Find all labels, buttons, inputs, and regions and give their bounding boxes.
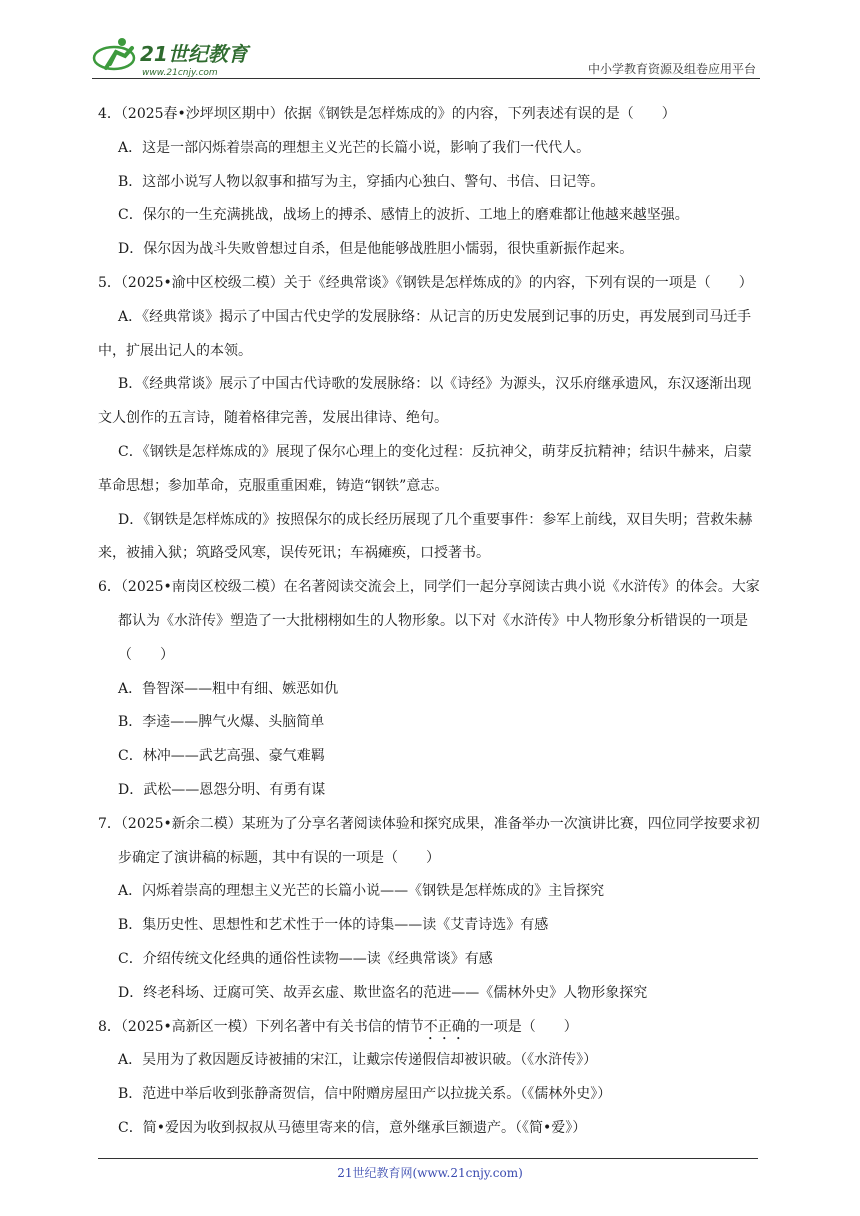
- header-divider: [92, 78, 760, 79]
- stem-after: 的一项是（ ）: [465, 1018, 578, 1035]
- question-8: [98, 1011, 762, 1146]
- option-a: A．吴用为了救因题反诗被捕的宋江，让戴宗传递假信却被识破。（《水浒传》）: [118, 1052, 598, 1069]
- option-a: A．鲁智深——粗中有细、嫉恶如仇: [118, 680, 339, 697]
- logo-url: www.21cnjy.com: [142, 68, 218, 78]
- footer-site[interactable]: 21世纪教育网(www.21cnjy.com): [337, 1166, 523, 1180]
- option-d: D．保尔因为战斗失败曾想过自杀，但是他能够战胜胆小懦弱，很快重新振作起来。: [118, 241, 634, 258]
- option-d: D．《钢铁是怎样炼成的》按照保尔的成长经历展现了几个重要事件：参军上前线，双目失明；营救朱赫来，被捕入狱；筑路受风寒，误传死讯；车祸瘫痪，口授著书。: [98, 511, 753, 562]
- question-7: [98, 808, 762, 1011]
- question-stem: 4．（2025春•沙坪坝区期中）依据《钢铁是怎样炼成的》的内容，下列表述有误的是（ ）: [98, 106, 676, 122]
- option-b: B．集历史性、思想性和艺术性于一体的诗集——读《艾青诗选》有感: [118, 917, 549, 934]
- question-6: [98, 571, 762, 808]
- option-b: B．李逵——脾气火爆、头脑简单: [118, 714, 325, 731]
- question-stem: [98, 1011, 762, 1045]
- option-b: B．范进中举后收到张静斋贺信，信中附赠房屋田产以拉拢关系。（《儒林外史》）: [118, 1086, 612, 1103]
- option-a: A．《经典常谈》揭示了中国古代史学的发展脉络：从记言的历史发展到记事的历史，再发展到司马迁手中，扩展出记人的本领。: [98, 308, 752, 359]
- option-a: A．闪烁着崇高的理想主义光芒的长篇小说——《钢铁是怎样炼成的》主旨探究: [118, 883, 605, 900]
- option-a: A．这是一部闪烁着崇高的理想主义光芒的长篇小说，影响了我们一代代人。: [118, 139, 591, 156]
- option-b: B．《经典常谈》展示了中国古代诗歌的发展脉络：以《诗经》为源头，汉乐府继承遗风，东汉逐渐出现文人创作的五言诗，随着格律完善，发展出律诗、绝句。: [98, 376, 752, 427]
- question-stem: 7．（2025•新余二模）某班为了分享名著阅读体验和探究成果，准备举办一次演讲比赛，四位同学按要求初步确定了演讲稿的标题，其中有误的一项是（ ）: [98, 815, 760, 866]
- question-4: [98, 98, 762, 267]
- logo-icon: [92, 34, 267, 78]
- option-d: D．武松——恩怨分明、有勇有谋: [118, 781, 326, 798]
- question-5: [98, 267, 762, 571]
- option-d: D．终老科场、迂腐可笑、故弄玄虚、欺世盗名的范进——《儒林外史》人物形象探究: [118, 984, 648, 1001]
- footer-divider: [98, 1158, 758, 1159]
- option-c: C．简•爱因为收到叔叔从马德里寄来的信，意外继承巨额遗产。（《简•爱》）: [118, 1119, 587, 1136]
- question-list: [98, 98, 762, 1146]
- question-stem: 5．（2025•渝中区校级二模）关于《经典常谈》《钢铁是怎样炼成的》的内容，下列有误的一项是（ ）: [98, 274, 753, 291]
- page-header: [92, 30, 760, 80]
- stem-emphasis: 不正确: [423, 1018, 466, 1035]
- option-c: C．保尔的一生充满挑战，战场上的搏杀、感情上的波折、工地上的磨难都让他越来越坚强。: [118, 207, 689, 224]
- option-c: C．介绍传统文化经典的通俗性读物——读《经典常谈》有感: [118, 950, 493, 967]
- platform-name: 中小学教育资源及组卷应用平台: [587, 62, 756, 76]
- option-c: C．林冲——武艺高强、豪气难羁: [118, 748, 325, 765]
- question-stem: 6．（2025•南岗区校级二模）在名著阅读交流会上，同学们一起分享阅读古典小说《水浒传》的体会。大家都认为《水浒传》塑造了一大批栩栩如生的人物形象。以下对《水浒传》中人物形象分析错误的一项是（ ）: [98, 579, 760, 663]
- stem-before: 8．（2025•高新区一模）下列名著中有关书信的情节: [98, 1018, 424, 1035]
- option-c: C．《钢铁是怎样炼成的》展现了保尔心理上的变化过程：反抗神父，萌芽反抗精神；结识牛赫来，启蒙革命思想；参加革命，克服重重困难，铸造“钢铁”意志。: [98, 443, 752, 494]
- logo-text: 21世纪教育: [140, 42, 248, 66]
- option-b: B．这部小说写人物以叙事和描写为主，穿插内心独白、警句、书信、日记等。: [118, 173, 605, 190]
